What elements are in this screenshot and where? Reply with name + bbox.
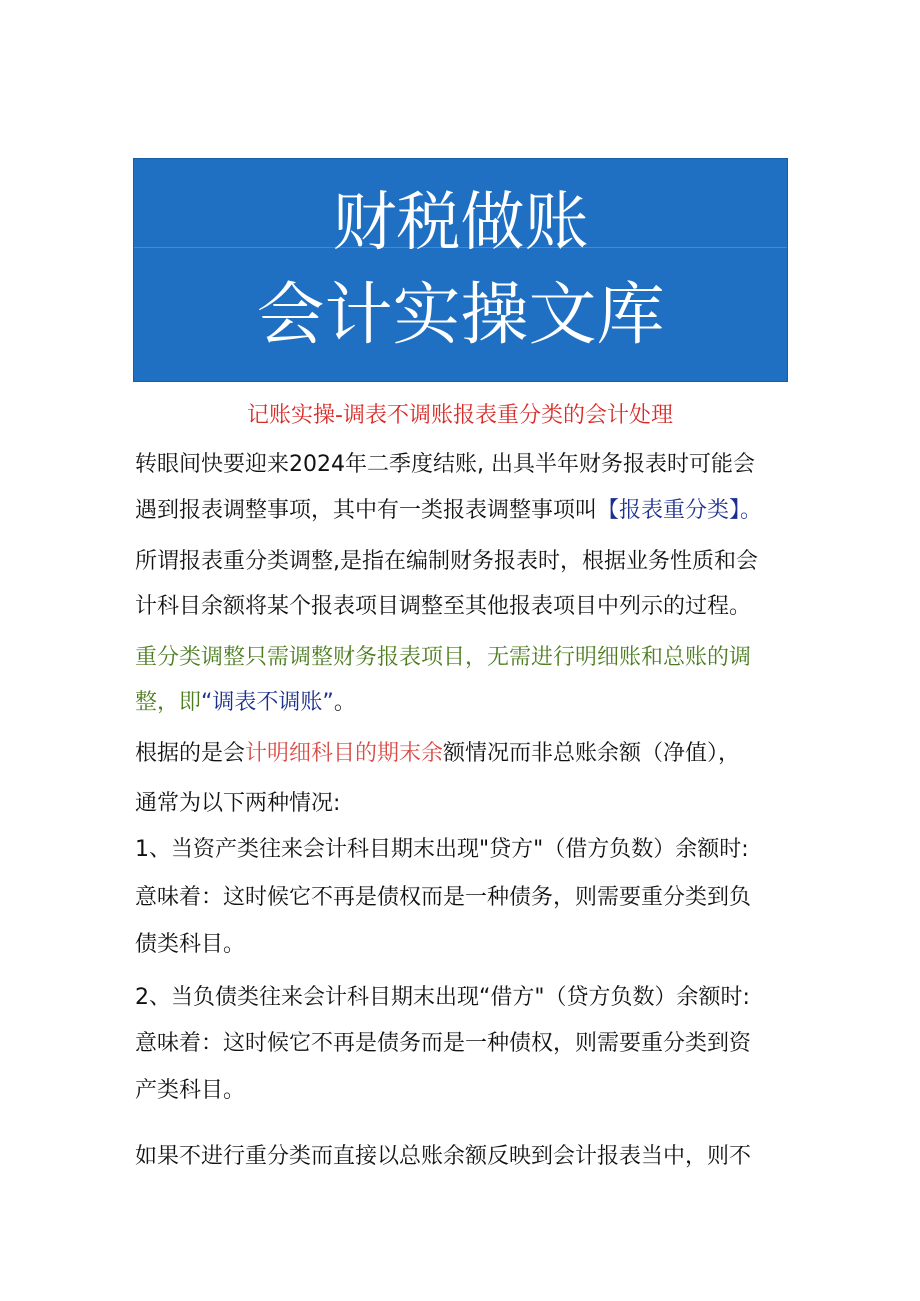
closing-line-1: 如果不进行重分类而直接以总账余额反映到会计报表当中，则不 [135, 1144, 752, 1169]
keyword-detail-ending-balance: 计明细科目的期末余 [245, 741, 444, 766]
intro-line-4: 计科目余额将某个报表项目调整至其他报表项目中列示的过程。 [135, 594, 752, 619]
basis-line-1-end: 额情况而非总账余额（净值）， [443, 741, 741, 766]
case2-line-1: 2、当负债类往来会计科目期末出现“借方"（贷方负数）余额时: [135, 985, 750, 1010]
keyword-adjust-report-not-ledger: “调表不调账” [201, 690, 334, 715]
basis-line-1-start: 根据的是会 [135, 741, 246, 766]
intro-line-2-text: 遇到报表调整事项，其中有一类报表调整事项叫 [135, 498, 598, 523]
case2-line-2: 意味着：这时候它不再是债务而是一种债权，则需要重分类到资 [135, 1031, 752, 1056]
intro-line-2 [135, 496, 762, 526]
intro-line-6 [135, 688, 356, 718]
case2-line-3: 产类科目。 [135, 1078, 246, 1103]
case1-line-3: 债类科目。 [135, 932, 246, 957]
basis-line-2: 通常为以下两种情况: [135, 791, 341, 816]
title-banner [133, 158, 788, 382]
banner-title-line2: 会计实操文库 [256, 276, 665, 355]
article-title: 记账实操-调表不调账报表重分类的会计处理 [247, 403, 673, 428]
intro-line-3: 所谓报表重分类调整,是指在编制财务报表时，根据业务性质和会 [135, 549, 758, 574]
banner-title-line1: 财税做账 [332, 186, 589, 260]
intro-line-6-start: 整，即 [135, 690, 202, 715]
case1-line-1: 1、当资产类往来会计科目期末出现"贷方"（借方负数）余额时: [135, 837, 749, 862]
intro-line-1: 转眼间快要迎来2024年二季度结账, 出具半年财务报表时可能会 [135, 452, 755, 477]
case1-line-2: 意味着：这时候它不再是债权而是一种债务，则需要重分类到负 [135, 885, 752, 910]
basis-line-1 [135, 739, 740, 769]
intro-line-6-end: 。 [333, 690, 356, 715]
keyword-reclassification: 【报表重分类】。 [597, 498, 763, 523]
intro-line-5: 重分类调整只需调整财务报表项目，无需进行明细账和总账的调 [135, 645, 752, 670]
